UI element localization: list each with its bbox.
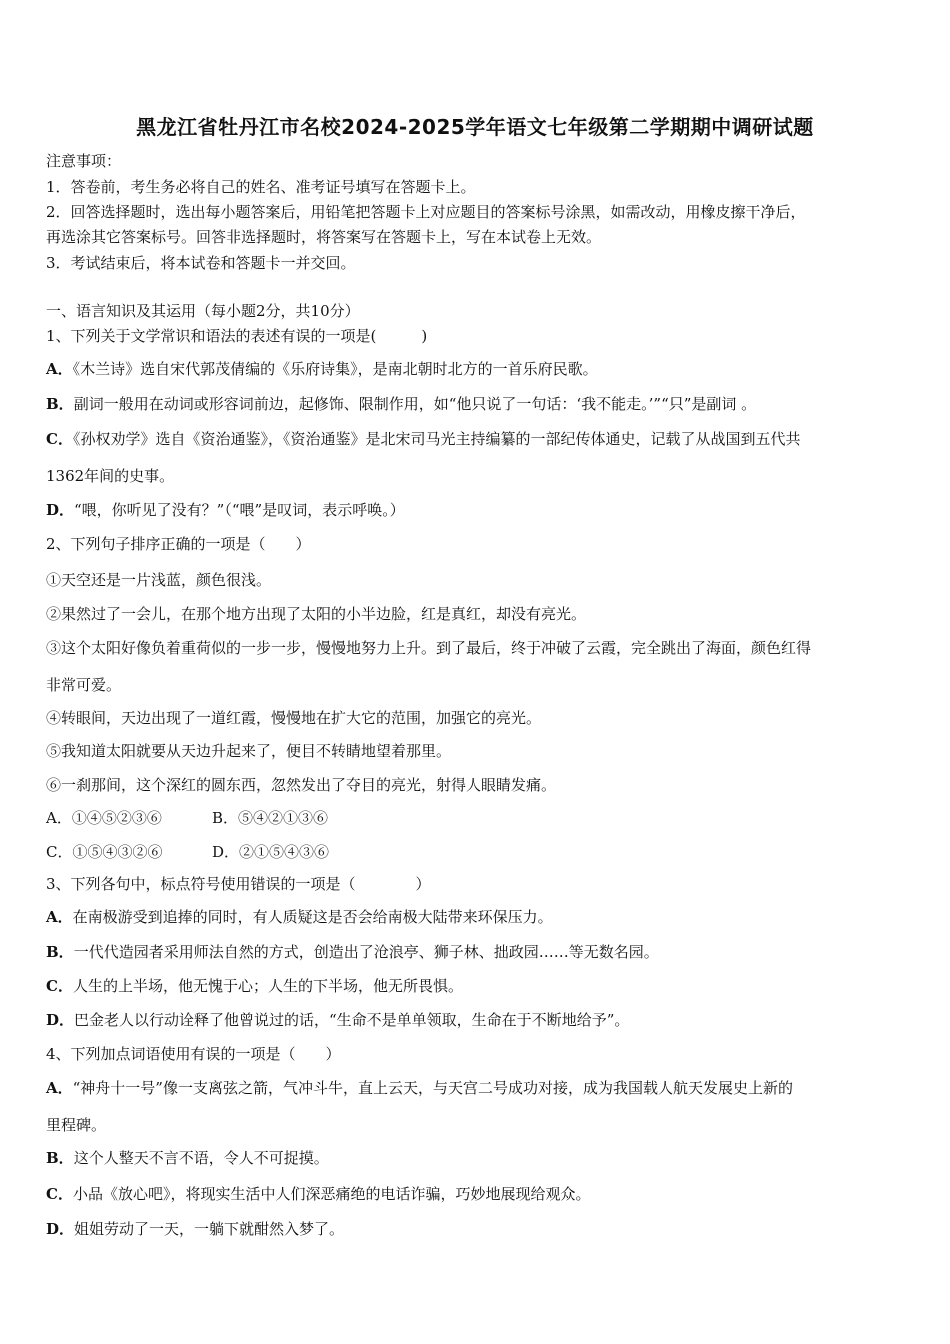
- option-text: 人生的上半场，他无愧于心；人生的下半场，他无所畏惧。: [72, 977, 463, 995]
- option-text: 副词一般用在动词或形容词前边，起修饰、限制作用，如“他只说了一句话：‘我不能走。’”“只”是副词 。: [73, 395, 757, 413]
- q2-sentence-1: ①天空还是一片浅蓝，颜色很浅。: [46, 571, 272, 589]
- notice-item-3: 3．考试结束后，将本试卷和答题卡一并交回。: [46, 254, 356, 272]
- option-text: 巴金老人以行动诠释了他曾说过的话，“生命不是单单领取，生命在于不断地给予”。: [74, 1011, 630, 1029]
- q3-stem: 3、下列各句中，标点符号使用错误的一项是（ ）: [46, 875, 431, 893]
- q2-option-b: B．⑤④②①③⑥: [212, 809, 329, 827]
- q4-option-a-cont: 里程碑。: [46, 1116, 107, 1134]
- q3-option-c: [46, 977, 463, 995]
- option-text: “神舟十一号”像一支离弦之箭，气冲斗牛，直上云天，与天宫二号成功对接，成为我国载人航天发展史上新的: [72, 1079, 793, 1097]
- q3-option-d: [46, 1011, 629, 1029]
- q3-option-b: [46, 943, 659, 961]
- q2-options-row-2: [46, 843, 329, 861]
- option-text: 小品《放心吧》，将现实生活中人们深恶痛绝的电话诈骗，巧妙地展现给观众。: [72, 1185, 591, 1203]
- q2-stem: 2、下列句子排序正确的一项是（ ）: [46, 535, 311, 553]
- q2-option-c: C．①⑤④③②⑥: [46, 843, 163, 861]
- exam-title: 黑龙江省牡丹江市名校2024-2025学年语文七年级第二学期期中调研试题: [136, 115, 814, 139]
- notice-item-2: 2．回答选择题时，选出每小题答案后，用铅笔把答题卡上对应题目的答案标号涂黑，如需改动，用橡皮擦干净后，: [46, 203, 806, 221]
- section-heading: 一、语言知识及其运用（每小题2分，共10分）: [46, 302, 360, 320]
- q1-stem: 1、下列关于文学常识和语法的表述有误的一项是( ): [46, 327, 428, 345]
- notice-item-1: 1．答卷前，考生务必将自己的姓名、准考证号填写在答题卡上。: [46, 178, 476, 196]
- option-label: C．: [46, 430, 73, 448]
- q2-sentence-6: ⑥一刹那间，这个深红的圆东西，忽然发出了夺目的亮光，射得人眼睛发痛。: [46, 776, 557, 794]
- q4-option-b: [46, 1149, 329, 1167]
- q2-sentence-2: ②果然过了一会儿，在那个地方出现了太阳的小半边脸，红是真红，却没有亮光。: [46, 605, 587, 623]
- option-label: A．: [46, 908, 73, 926]
- q1-option-c: [46, 430, 800, 448]
- option-label: A．: [46, 360, 73, 378]
- option-text: “喂，你听见了没有？”（“喂”是叹词，表示呼唤。）: [74, 501, 405, 519]
- option-text: 《木兰诗》选自宋代郭茂倩编的《乐府诗集》，是南北朝时北方的一首乐府民歌。: [72, 360, 598, 378]
- q2-sentence-5: ⑤我知道太阳就要从天边升起来了，便目不转睛地望着那里。: [46, 742, 452, 760]
- option-text: 在南极游受到追捧的同时，有人质疑这是否会给南极大陆带来环保压力。: [72, 908, 553, 926]
- option-label: C．: [46, 1185, 73, 1203]
- q2-sentence-3: ③这个太阳好像负着重荷似的一步一步，慢慢地努力上升。到了最后，终于冲破了云霞，完全跳出了海面，颜色红得: [46, 639, 812, 657]
- q4-option-c: [46, 1185, 590, 1203]
- option-text: 一代代造园者采用师法自然的方式，创造出了沧浪亭、狮子林、拙政园……等无数名园。: [73, 943, 659, 961]
- q1-option-c-cont: 1362年间的史事。: [46, 467, 175, 485]
- q1-option-d: [46, 501, 405, 519]
- option-label: A．: [46, 1079, 73, 1097]
- q1-option-a: [46, 360, 598, 378]
- q2-option-d: D．②①⑤④③⑥: [212, 843, 330, 861]
- option-label: B．: [46, 395, 74, 413]
- q2-options-row-1: [46, 809, 328, 827]
- option-label: B．: [46, 1149, 74, 1167]
- option-text: 这个人整天不言不语，令人不可捉摸。: [73, 1149, 329, 1167]
- q2-sentence-3-cont: 非常可爱。: [46, 676, 122, 694]
- q2-sentence-4: ④转眼间，天边出现了一道红霞，慢慢地在扩大它的范围，加强它的亮光。: [46, 709, 542, 727]
- option-label: D．: [46, 501, 75, 519]
- option-label: D．: [46, 1220, 75, 1238]
- q1-option-b: [46, 395, 756, 413]
- option-text: 姐姐劳动了一天，一躺下就酣然入梦了。: [74, 1220, 345, 1238]
- q4-option-a: [46, 1079, 793, 1097]
- notice-item-2-cont: 再选涂其它答案标号。回答非选择题时，将答案写在答题卡上，写在本试卷上无效。: [46, 228, 602, 246]
- q2-option-a: A．①④⑤②③⑥: [46, 809, 162, 827]
- option-label: B．: [46, 943, 74, 961]
- q4-stem: 4、下列加点词语使用有误的一项是（ ）: [46, 1045, 341, 1063]
- option-label: D．: [46, 1011, 75, 1029]
- option-text: 《孙权劝学》选自《资治通鉴》，《资治通鉴》是北宋司马光主持编纂的一部纪传体通史，记载了从战国到五代共: [72, 430, 801, 448]
- notice-heading: 注意事项：: [46, 152, 122, 170]
- option-label: C．: [46, 977, 73, 995]
- q3-option-a: [46, 908, 553, 926]
- q4-option-d: [46, 1220, 344, 1238]
